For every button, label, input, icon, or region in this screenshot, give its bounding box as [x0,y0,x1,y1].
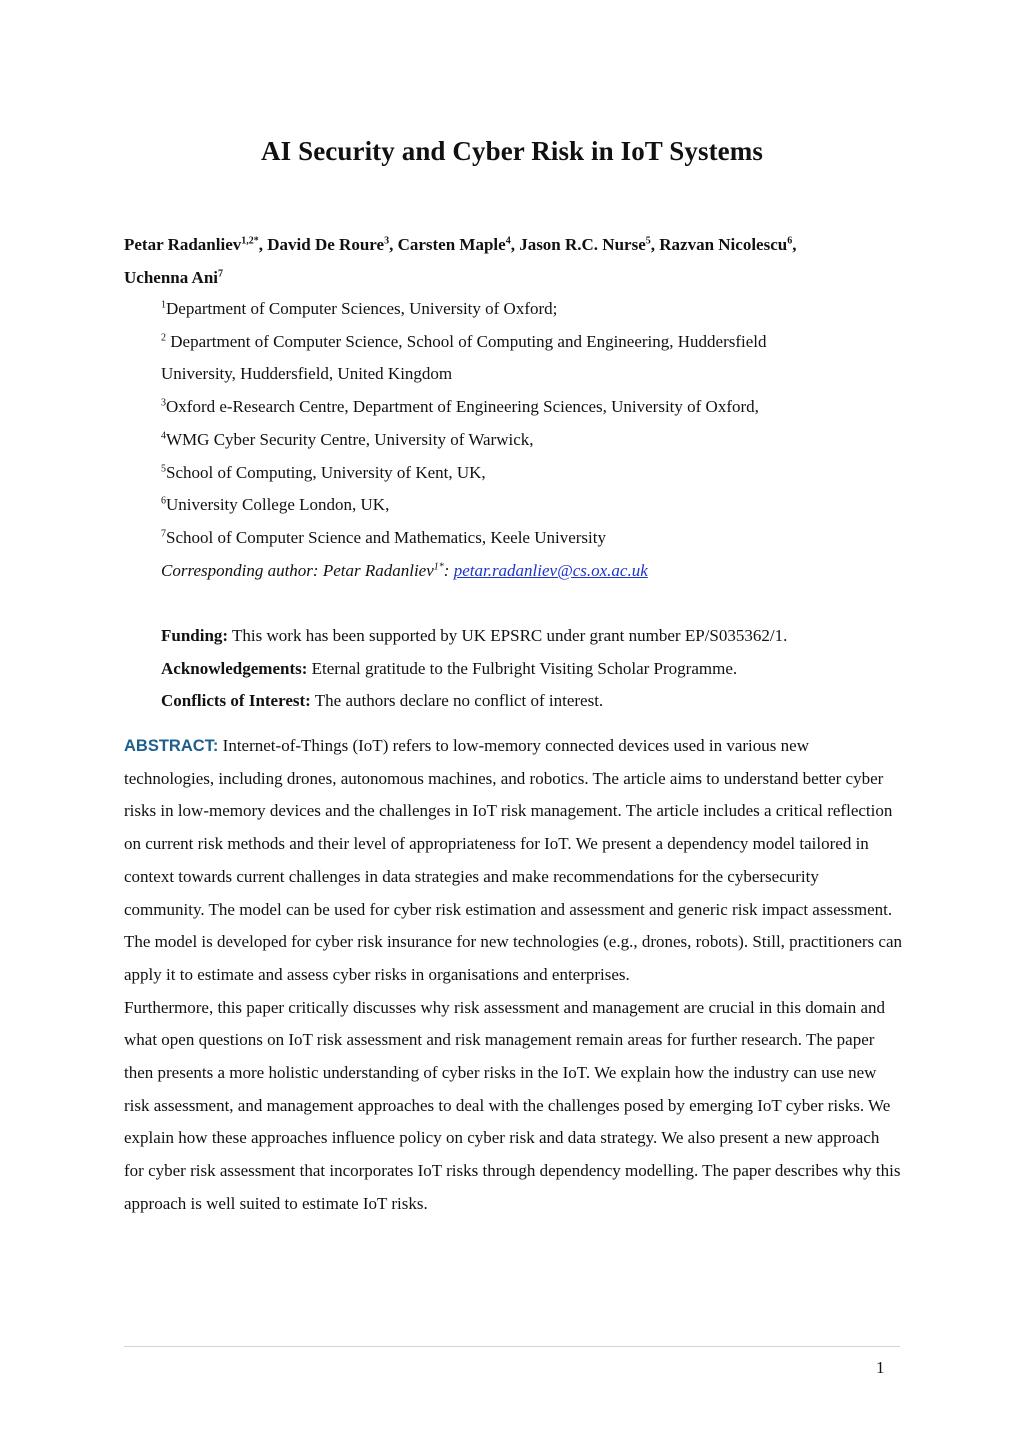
corresponding-author [161,555,881,588]
funding-label: Funding: [161,626,229,645]
author-list [124,228,914,294]
affiliation-number: 4 [161,430,166,442]
affiliation-text: School of Computer Science and Mathematics, Keele University [166,527,606,547]
affiliation-item [161,424,881,457]
affiliation-number: 6 [161,495,166,507]
affiliation-number: 1 [161,299,166,311]
affiliation-item [161,457,881,490]
author-name: Jason R.C. Nurse [519,235,646,254]
author-superscript: 5 [645,235,651,247]
affiliation-number: 7 [161,528,166,540]
affiliation-item [161,358,881,391]
acknowledgements-text: Eternal gratitude to the Fulbright Visiting Scholar Programme. [307,658,738,678]
corresponding-email-link[interactable]: petar.radanliev@cs.ox.ac.uk [453,560,648,580]
acknowledgements-statement [161,653,901,686]
affiliation-number: 5 [161,462,166,474]
paper-metadata [161,620,901,718]
affiliation-text: Oxford e-Research Centre, Department of Engineering Sciences, University of Oxford, [166,397,759,417]
abstract-paragraph [124,730,902,992]
affiliation-number: 2 [161,332,166,344]
affiliation-text: University College London, UK, [166,495,390,515]
author-separator: , [650,235,660,254]
affiliation-text: School of Computing, University of Kent, UK, [166,462,486,482]
author-name: Petar Radanliev [124,235,242,254]
author-superscript: 1,2* [241,235,259,247]
corresponding-superscript: 1* [433,560,444,572]
corresponding-label: Corresponding author: Petar Radanliev [161,560,434,580]
funding-statement [161,620,901,653]
author-superscript: 6 [787,235,793,247]
page-number: 1 [876,1358,885,1377]
affiliation-text: University, Huddersfield, United Kingdom [161,364,453,384]
affiliation-text: WMG Cyber Security Centre, University of Warwick, [166,429,534,449]
funding-text: This work has been supported by UK EPSRC under grant number EP/S035362/1. [228,626,788,645]
acknowledgements-label: Acknowledgements: [161,658,308,678]
affiliation-item [161,391,881,424]
corresponding-colon: : [443,560,454,580]
affiliation-number: 3 [161,397,166,409]
author-separator: , [258,235,268,254]
abstract-label: ABSTRACT: [124,737,219,755]
affiliation-item [161,489,881,522]
author-name: Carsten Maple [397,235,506,254]
abstract-paragraph: Furthermore, this paper critically discusses why risk assessment and management are crucial in this domain and what open questions on IoT risk assessment and risk management remain areas for further research. The paper then presents a more holistic understanding of cyber risks in the IoT. We explain how the industry can use new risk assessment, and management approaches to deal with the challenges posed by emerging IoT cyber risks. We explain how these approaches influence policy on cyber risk and data strategy. We also present a new approach for cyber risk assessment that incorporates IoT risks through dependency modelling. The paper describes why this approach is well suited to estimate IoT risks. [124,997,901,1213]
conflicts-statement [161,685,901,718]
author-superscript: 7 [218,268,223,280]
affiliation-item [161,522,881,555]
affiliation-item [161,293,881,326]
author-name: Uchenna Ani [124,268,218,287]
author-name: Razvan Nicolescu [659,235,788,254]
affiliation-item [161,326,881,359]
abstract-section [124,730,902,1221]
conflicts-label: Conflicts of Interest: [161,691,311,711]
author-name: David De Roure [267,235,385,254]
author-separator: , [792,235,797,254]
author-superscript: 4 [505,235,511,247]
affiliation-list [161,293,881,587]
affiliation-text: Department of Computer Science, School of Computing and Engineering, Huddersfield [166,331,767,351]
paper-title: AI Security and Cyber Risk in IoT Systems [261,136,763,166]
abstract-text: Internet-of-Things (IoT) refers to low-memory connected devices used in various new technologies, including drones, autonomous machines, and robotics. The article aims to understand better cyber risks in low-memory devices and the challenges in IoT risk management. The article includes a critical reflection on current risk methods and their level of appropriateness for IoT. We present a dependency model tailored in context towards current challenges in data strategies and make recommendations for the cybersecurity community. The model can be used for cyber risk estimation and assessment and generic risk impact assessment. The model is developed for cyber risk insurance for new technologies (e.g., drones, robots). Still, practitioners can apply it to estimate and assess cyber risks in organisations and enterprises. [124,736,902,984]
footer-divider [124,1346,900,1347]
conflicts-text: The authors declare no conflict of interest. [310,691,604,711]
affiliation-text: Department of Computer Sciences, University of Oxford; [166,299,558,318]
author-separator: , [389,235,398,254]
author-separator: , [510,235,520,254]
author-superscript: 3 [384,235,390,247]
